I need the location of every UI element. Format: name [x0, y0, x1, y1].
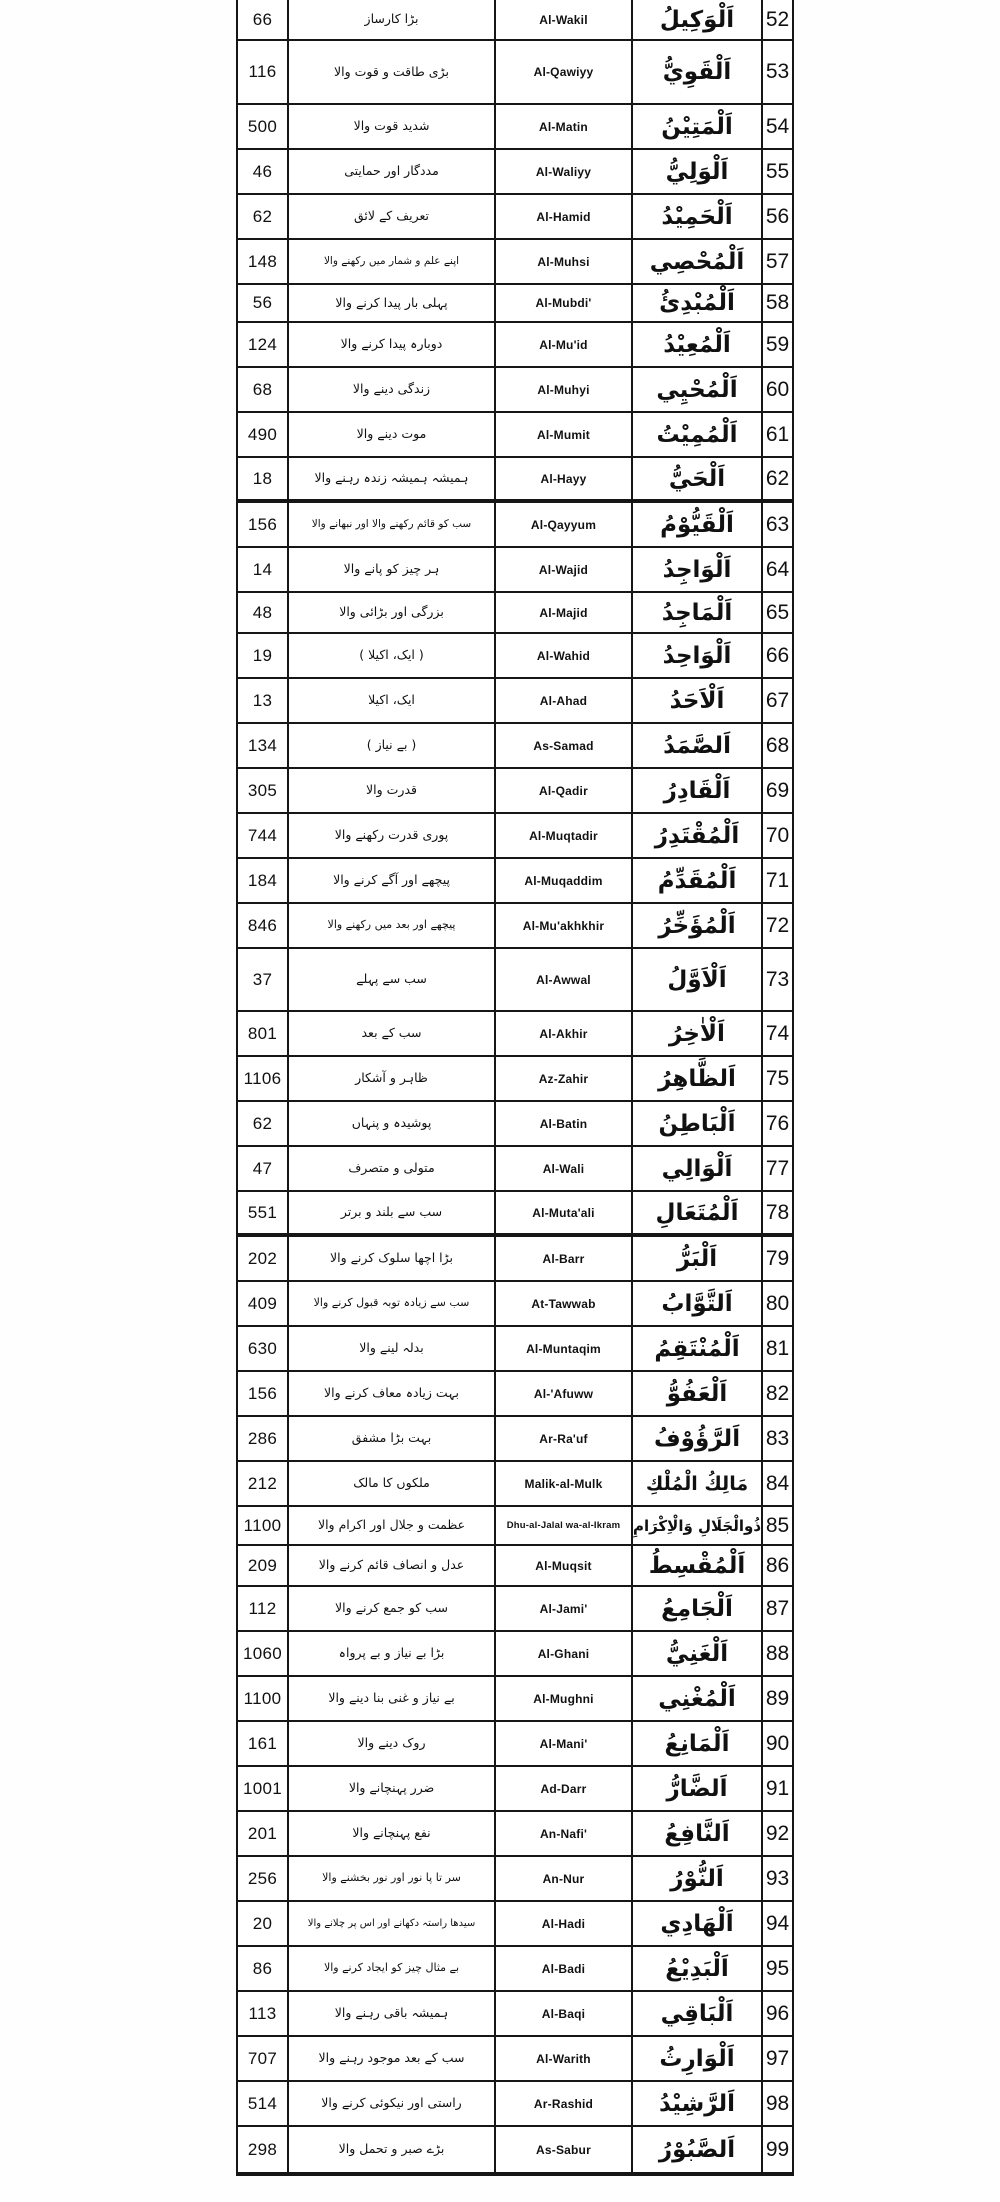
arabic-name-cell: اَلْحَمِيْدُ	[633, 195, 763, 238]
transliteration-cell: Al-Muta'ali	[496, 1192, 633, 1233]
urdu-meaning-cell: بزرگی اور بڑائی والا	[289, 593, 496, 632]
serial-number-cell: 69	[765, 778, 790, 802]
abjad-count-cell: 1100	[238, 1507, 289, 1544]
transliteration-cell: Al-Muqaddim	[496, 859, 633, 902]
arabic-name-cell: اَلصَّبُوْرُ	[633, 2127, 763, 2172]
arabic-name-cell: اَلْقَادِرُ	[633, 769, 763, 812]
urdu-meaning-cell: موت دینے والا	[289, 413, 496, 456]
table-row	[238, 105, 792, 150]
arabic-name-cell: اَلْغَنِيُّ	[633, 1632, 763, 1675]
table-row	[238, 1546, 792, 1587]
urdu-meaning-cell: پوری قدرت رکھنے والا	[289, 814, 496, 857]
abjad-count-cell: 124	[238, 323, 289, 366]
arabic-name-cell: اَلْعَفُوُّ	[633, 1372, 763, 1415]
arabic-name-cell: اَلْمُتَعَالِ	[633, 1192, 763, 1233]
urdu-meaning-cell: نفع پہنچانے والا	[289, 1812, 496, 1855]
table-row	[238, 1947, 792, 1992]
transliteration-cell: Al-Hamid	[496, 195, 633, 238]
abjad-count-cell: 409	[238, 1282, 289, 1325]
abjad-count-cell: 744	[238, 814, 289, 857]
table-row	[238, 368, 792, 413]
urdu-meaning-cell: روک دینے والا	[289, 1722, 496, 1765]
transliteration-cell: Al-Mani'	[496, 1722, 633, 1765]
table-row	[238, 634, 792, 679]
serial-number-cell: 66	[765, 643, 790, 667]
abjad-count-cell: 201	[238, 1812, 289, 1855]
transliteration-cell: Al-Barr	[496, 1237, 633, 1280]
transliteration-cell: An-Nur	[496, 1857, 633, 1900]
serial-number-cell: 85	[765, 1513, 790, 1537]
arabic-name-cell: ذُوالْجَلَالِ وَالْاِكْرَامِ	[633, 1507, 763, 1544]
table-row	[238, 1372, 792, 1417]
transliteration-cell: Al-Mu'id	[496, 323, 633, 366]
urdu-meaning-cell: سب سے پہلے	[289, 949, 496, 1010]
transliteration-cell: Ad-Darr	[496, 1767, 633, 1810]
serial-number-cell: 90	[765, 1731, 790, 1755]
arabic-name-cell: اَلْبَاطِنُ	[633, 1102, 763, 1145]
arabic-name-cell: اَلتَّوَّابُ	[633, 1282, 763, 1325]
transliteration-cell: As-Sabur	[496, 2127, 633, 2172]
arabic-name-cell: اَلْوَاجِدُ	[633, 548, 763, 591]
table-row	[238, 240, 792, 285]
transliteration-cell: Al-Qawiyy	[496, 41, 633, 103]
arabic-name-cell: اَلْقَيُّوْمُ	[633, 503, 763, 546]
serial-number-cell: 93	[765, 1866, 790, 1890]
arabic-name-cell: اَلْقَوِيُّ	[633, 41, 763, 103]
urdu-meaning-cell: بہت زیادہ معاف کرنے والا	[289, 1372, 496, 1415]
arabic-name-cell: اَلْهَادِي	[633, 1902, 763, 1945]
serial-number-cell: 97	[765, 2046, 790, 2070]
abjad-count-cell: 46	[238, 150, 289, 193]
table-row	[238, 1192, 792, 1237]
abjad-count-cell: 209	[238, 1546, 289, 1585]
table-row	[238, 1902, 792, 1947]
abjad-count-cell: 184	[238, 859, 289, 902]
urdu-meaning-cell: تعریف کے لائق	[289, 195, 496, 238]
urdu-meaning-cell: پیچھے اور آگے کرنے والا	[289, 859, 496, 902]
abjad-count-cell: 18	[238, 458, 289, 499]
table-row	[238, 593, 792, 634]
urdu-meaning-cell: پہلی بار پیدا کرنے والا	[289, 285, 496, 321]
table-row	[238, 904, 792, 949]
transliteration-cell: Al-Wakil	[496, 0, 633, 39]
arabic-name-cell: اَلْمُقْسِطُ	[633, 1546, 763, 1585]
arabic-name-cell: اَلْاٰخِرُ	[633, 1012, 763, 1055]
transliteration-cell: Al-Wahid	[496, 634, 633, 677]
urdu-meaning-cell: مددگار اور حمایتی	[289, 150, 496, 193]
abjad-count-cell: 202	[238, 1237, 289, 1280]
serial-number-cell: 94	[765, 1911, 790, 1935]
urdu-meaning-cell: پیچھے اور بعد میں رکھنے والا	[289, 904, 496, 947]
abjad-count-cell: 47	[238, 1147, 289, 1190]
serial-number-cell: 77	[765, 1156, 790, 1180]
serial-number-cell: 72	[765, 913, 790, 937]
urdu-meaning-cell: بڑے صبر و تحمل والا	[289, 2127, 496, 2172]
table-row	[238, 548, 792, 593]
arabic-name-cell: اَلْمُعِيْدُ	[633, 323, 763, 366]
transliteration-cell: Az-Zahir	[496, 1057, 633, 1100]
arabic-name-cell: اَلْبَرُّ	[633, 1237, 763, 1280]
urdu-meaning-cell: دوبارہ پیدا کرنے والا	[289, 323, 496, 366]
urdu-meaning-cell: متولی و متصرف	[289, 1147, 496, 1190]
table-row	[238, 1992, 792, 2037]
table-row	[238, 1677, 792, 1722]
transliteration-cell: Al-Mu'akhkhir	[496, 904, 633, 947]
table-row	[238, 814, 792, 859]
transliteration-cell: Al-Batin	[496, 1102, 633, 1145]
arabic-name-cell: اَلْجَامِعُ	[633, 1587, 763, 1630]
serial-number-cell: 87	[765, 1596, 790, 1620]
serial-number-cell: 65	[765, 600, 790, 624]
abjad-count-cell: 62	[238, 1102, 289, 1145]
serial-number-cell: 52	[765, 7, 790, 31]
urdu-meaning-cell: اپنے علم و شمار میں رکھنے والا	[289, 240, 496, 283]
abjad-count-cell: 212	[238, 1462, 289, 1505]
transliteration-cell: Al-Hadi	[496, 1902, 633, 1945]
arabic-name-cell: اَلرَّؤُوْفُ	[633, 1417, 763, 1460]
urdu-meaning-cell: ضرر پہنچانے والا	[289, 1767, 496, 1810]
urdu-meaning-cell: بڑا کارساز	[289, 0, 496, 39]
transliteration-cell: Al-Wali	[496, 1147, 633, 1190]
arabic-name-cell: اَلْمَتِيْنُ	[633, 105, 763, 148]
transliteration-cell: Dhu-al-Jalal wa-al-Ikram	[496, 1507, 633, 1544]
table-row	[238, 1587, 792, 1632]
transliteration-cell: Al-Qayyum	[496, 503, 633, 546]
serial-number-cell: 98	[765, 2091, 790, 2115]
serial-number-cell: 56	[765, 204, 790, 228]
arabic-name-cell: اَلصَّمَدُ	[633, 724, 763, 767]
serial-number-cell: 86	[765, 1553, 790, 1577]
urdu-meaning-cell: سب کے بعد	[289, 1012, 496, 1055]
arabic-name-cell: اَلْوَارِثُ	[633, 2037, 763, 2080]
arabic-name-cell: اَلْمُمِيْتُ	[633, 413, 763, 456]
serial-number-cell: 55	[765, 159, 790, 183]
transliteration-cell: Al-Muhsi	[496, 240, 633, 283]
arabic-name-cell: اَلظَّاهِرُ	[633, 1057, 763, 1100]
arabic-name-cell: اَلْبَدِيْعُ	[633, 1947, 763, 1990]
arabic-name-cell: اَلْمُنْتَقِمُ	[633, 1327, 763, 1370]
urdu-meaning-cell: بڑا اچھا سلوک کرنے والا	[289, 1237, 496, 1280]
abjad-count-cell: 134	[238, 724, 289, 767]
table-row	[238, 679, 792, 724]
abjad-count-cell: 113	[238, 1992, 289, 2035]
urdu-meaning-cell: ( ایک، اکیلا )	[289, 634, 496, 677]
transliteration-cell: Al-Warith	[496, 2037, 633, 2080]
transliteration-cell: Al-Ghani	[496, 1632, 633, 1675]
serial-number-cell: 88	[765, 1641, 790, 1665]
abjad-count-cell: 286	[238, 1417, 289, 1460]
urdu-meaning-cell: سر تا پا نور اور نور بخشنے والا	[289, 1857, 496, 1900]
urdu-meaning-cell: عدل و انصاف قائم کرنے والا	[289, 1546, 496, 1585]
table-row	[238, 1857, 792, 1902]
transliteration-cell: Al-Muntaqim	[496, 1327, 633, 1370]
table-row	[238, 150, 792, 195]
serial-number-cell: 73	[765, 967, 790, 991]
arabic-name-cell: اَلْمُغْنِي	[633, 1677, 763, 1720]
serial-number-cell: 82	[765, 1381, 790, 1405]
urdu-meaning-cell: بے مثال چیز کو ایجاد کرنے والا	[289, 1947, 496, 1990]
abjad-count-cell: 490	[238, 413, 289, 456]
abjad-count-cell: 298	[238, 2127, 289, 2172]
abjad-count-cell: 86	[238, 1947, 289, 1990]
abjad-count-cell: 551	[238, 1192, 289, 1233]
serial-number-cell: 60	[765, 377, 790, 401]
table-row	[238, 859, 792, 904]
serial-number-cell: 80	[765, 1291, 790, 1315]
serial-number-cell: 75	[765, 1066, 790, 1090]
abjad-count-cell: 846	[238, 904, 289, 947]
table-row	[238, 1417, 792, 1462]
serial-number-cell: 81	[765, 1336, 790, 1360]
serial-number-cell: 53	[765, 60, 790, 83]
serial-number-cell: 74	[765, 1021, 790, 1045]
urdu-meaning-cell: بڑا بے نیاز و بے پرواہ	[289, 1632, 496, 1675]
transliteration-cell: Al-Majid	[496, 593, 633, 632]
transliteration-cell: Al-Badi	[496, 1947, 633, 1990]
abjad-count-cell: 68	[238, 368, 289, 411]
urdu-meaning-cell: سیدھا راستہ دکھانے اور اس پر چلانے والا	[289, 1902, 496, 1945]
arabic-name-cell: اَلْحَيُّ	[633, 458, 763, 499]
transliteration-cell: As-Samad	[496, 724, 633, 767]
serial-number-cell: 63	[765, 512, 790, 536]
urdu-meaning-cell: راستی اور نیکوئی کرنے والا	[289, 2082, 496, 2125]
urdu-meaning-cell: سب کے بعد موجود رہنے والا	[289, 2037, 496, 2080]
arabic-name-cell: اَلْمُؤَخِّرُ	[633, 904, 763, 947]
abjad-count-cell: 14	[238, 548, 289, 591]
serial-number-cell: 78	[765, 1200, 790, 1224]
urdu-meaning-cell: ظاہر و آشکار	[289, 1057, 496, 1100]
urdu-meaning-cell: ہمیشہ باقی رہنے والا	[289, 1992, 496, 2035]
transliteration-cell: Al-Mubdi'	[496, 285, 633, 321]
table-row	[238, 1012, 792, 1057]
transliteration-cell: Al-'Afuww	[496, 1372, 633, 1415]
urdu-meaning-cell: ( بے نیاز )	[289, 724, 496, 767]
transliteration-cell: Al-Ahad	[496, 679, 633, 722]
serial-number-cell: 89	[765, 1686, 790, 1710]
transliteration-cell: Al-Wajid	[496, 548, 633, 591]
abjad-count-cell: 1060	[238, 1632, 289, 1675]
table-row	[238, 285, 792, 323]
arabic-name-cell: اَلْوَلِيُّ	[633, 150, 763, 193]
table-row	[238, 2127, 792, 2172]
asma-ul-husna-table	[236, 0, 794, 2176]
arabic-name-cell: مَالِكُ الْمُلْكِ	[633, 1462, 763, 1505]
abjad-count-cell: 112	[238, 1587, 289, 1630]
table-row	[238, 41, 792, 105]
serial-number-cell: 92	[765, 1821, 790, 1845]
serial-number-cell: 67	[765, 688, 790, 712]
abjad-count-cell: 1001	[238, 1767, 289, 1810]
serial-number-cell: 95	[765, 1956, 790, 1980]
abjad-count-cell: 148	[238, 240, 289, 283]
abjad-count-cell: 514	[238, 2082, 289, 2125]
table-row	[238, 1722, 792, 1767]
urdu-meaning-cell: ملکوں کا مالک	[289, 1462, 496, 1505]
serial-number-cell: 84	[765, 1471, 790, 1495]
abjad-count-cell: 19	[238, 634, 289, 677]
urdu-meaning-cell: زندگی دینے والا	[289, 368, 496, 411]
table-row	[238, 413, 792, 458]
transliteration-cell: Al-Awwal	[496, 949, 633, 1010]
arabic-name-cell: اَلْمُبْدِئُ	[633, 285, 763, 321]
urdu-meaning-cell: سب سے بلند و برتر	[289, 1192, 496, 1233]
arabic-name-cell: اَلْاَوَّلُ	[633, 949, 763, 1010]
table-row	[238, 1102, 792, 1147]
serial-number-cell: 91	[765, 1776, 790, 1800]
transliteration-cell: Al-Qadir	[496, 769, 633, 812]
table-row	[238, 1057, 792, 1102]
urdu-meaning-cell: قدرت والا	[289, 769, 496, 812]
serial-number-cell: 68	[765, 733, 790, 757]
abjad-count-cell: 1106	[238, 1057, 289, 1100]
abjad-count-cell: 630	[238, 1327, 289, 1370]
transliteration-cell: Al-Mumit	[496, 413, 633, 456]
urdu-meaning-cell: بہت بڑا مشفق	[289, 1417, 496, 1460]
arabic-name-cell: اَلْاَحَدُ	[633, 679, 763, 722]
abjad-count-cell: 20	[238, 1902, 289, 1945]
serial-number-cell: 96	[765, 2001, 790, 2025]
transliteration-cell: Malik-al-Mulk	[496, 1462, 633, 1505]
transliteration-cell: Al-Muhyi	[496, 368, 633, 411]
arabic-name-cell: اَلْوَكِيلُ	[633, 0, 763, 39]
table-row	[238, 1282, 792, 1327]
table-row	[238, 0, 792, 41]
table-row	[238, 503, 792, 548]
urdu-meaning-cell: بڑی طاقت و قوت والا	[289, 41, 496, 103]
arabic-name-cell: اَلْمُحْصِي	[633, 240, 763, 283]
abjad-count-cell: 48	[238, 593, 289, 632]
arabic-name-cell: اَلنَّافِعُ	[633, 1812, 763, 1855]
table-row	[238, 1632, 792, 1677]
table-row	[238, 2037, 792, 2082]
urdu-meaning-cell: عظمت و جلال اور اکرام والا	[289, 1507, 496, 1544]
abjad-count-cell: 37	[238, 949, 289, 1010]
transliteration-cell: Ar-Ra'uf	[496, 1417, 633, 1460]
table-row	[238, 1767, 792, 1812]
abjad-count-cell: 1100	[238, 1677, 289, 1720]
abjad-count-cell: 66	[238, 0, 289, 39]
table-row	[238, 458, 792, 503]
urdu-meaning-cell: ہمیشہ ہمیشہ زندہ رہنے والا	[289, 458, 496, 499]
urdu-meaning-cell: ہر چیز کو پانے والا	[289, 548, 496, 591]
abjad-count-cell: 56	[238, 285, 289, 321]
urdu-meaning-cell: بے نیاز و غنی بنا دینے والا	[289, 1677, 496, 1720]
abjad-count-cell: 13	[238, 679, 289, 722]
arabic-name-cell: اَلرَّشِيْدُ	[633, 2082, 763, 2125]
urdu-meaning-cell: ایک، اکیلا	[289, 679, 496, 722]
transliteration-cell: Ar-Rashid	[496, 2082, 633, 2125]
serial-number-cell: 76	[765, 1111, 790, 1135]
transliteration-cell: Al-Mughni	[496, 1677, 633, 1720]
serial-number-cell: 57	[765, 249, 790, 273]
table-row	[238, 1462, 792, 1507]
arabic-name-cell: اَلنُّوْرُ	[633, 1857, 763, 1900]
urdu-meaning-cell: سب کو قائم رکھنے والا اور نبھانے والا	[289, 503, 496, 546]
urdu-meaning-cell: بدلہ لینے والا	[289, 1327, 496, 1370]
arabic-name-cell: اَلْمُقَدِّمُ	[633, 859, 763, 902]
transliteration-cell: Al-Muqsit	[496, 1546, 633, 1585]
abjad-count-cell: 707	[238, 2037, 289, 2080]
transliteration-cell: Al-Akhir	[496, 1012, 633, 1055]
arabic-name-cell: اَلْمَاجِدُ	[633, 593, 763, 632]
arabic-name-cell: اَلْمَانِعُ	[633, 1722, 763, 1765]
serial-number-cell: 83	[765, 1426, 790, 1450]
urdu-meaning-cell: سب کو جمع کرنے والا	[289, 1587, 496, 1630]
transliteration-cell: At-Tawwab	[496, 1282, 633, 1325]
serial-number-cell: 54	[765, 114, 790, 138]
table-row	[238, 769, 792, 814]
table-row	[238, 1147, 792, 1192]
arabic-name-cell: اَلْمُحْيِي	[633, 368, 763, 411]
transliteration-cell: Al-Hayy	[496, 458, 633, 499]
transliteration-cell: An-Nafi'	[496, 1812, 633, 1855]
table-row	[238, 1812, 792, 1857]
abjad-count-cell: 62	[238, 195, 289, 238]
serial-number-cell: 99	[765, 2137, 790, 2161]
table-row	[238, 1237, 792, 1282]
abjad-count-cell: 256	[238, 1857, 289, 1900]
serial-number-cell: 62	[765, 466, 790, 490]
serial-number-cell: 79	[765, 1246, 790, 1270]
table-row	[238, 195, 792, 240]
urdu-meaning-cell: پوشیدہ و پنہاں	[289, 1102, 496, 1145]
abjad-count-cell: 801	[238, 1012, 289, 1055]
abjad-count-cell: 116	[238, 41, 289, 103]
table-row	[238, 1327, 792, 1372]
abjad-count-cell: 156	[238, 1372, 289, 1415]
arabic-name-cell: اَلْبَاقِي	[633, 1992, 763, 2035]
abjad-count-cell: 156	[238, 503, 289, 546]
serial-number-cell: 61	[765, 422, 790, 446]
transliteration-cell: Al-Matin	[496, 105, 633, 148]
transliteration-cell: Al-Muqtadir	[496, 814, 633, 857]
table-row	[238, 323, 792, 368]
arabic-name-cell: اَلْمُقْتَدِرُ	[633, 814, 763, 857]
urdu-meaning-cell: شدید قوت والا	[289, 105, 496, 148]
table-row	[238, 724, 792, 769]
transliteration-cell: Al-Baqi	[496, 1992, 633, 2035]
serial-number-cell: 64	[765, 557, 790, 581]
table-row	[238, 1507, 792, 1546]
table-row	[238, 949, 792, 1012]
serial-number-cell: 59	[765, 332, 790, 356]
transliteration-cell: Al-Jami'	[496, 1587, 633, 1630]
arabic-name-cell: اَلْوَالِي	[633, 1147, 763, 1190]
urdu-meaning-cell: سب سے زیادہ توبہ قبول کرنے والا	[289, 1282, 496, 1325]
abjad-count-cell: 500	[238, 105, 289, 148]
serial-number-cell: 71	[765, 868, 790, 892]
serial-number-cell: 70	[765, 823, 790, 847]
abjad-count-cell: 161	[238, 1722, 289, 1765]
abjad-count-cell: 305	[238, 769, 289, 812]
arabic-name-cell: اَلضَّارُّ	[633, 1767, 763, 1810]
serial-number-cell: 58	[765, 291, 790, 314]
table-row	[238, 2082, 792, 2127]
arabic-name-cell: اَلْوَاحِدُ	[633, 634, 763, 677]
transliteration-cell: Al-Waliyy	[496, 150, 633, 193]
